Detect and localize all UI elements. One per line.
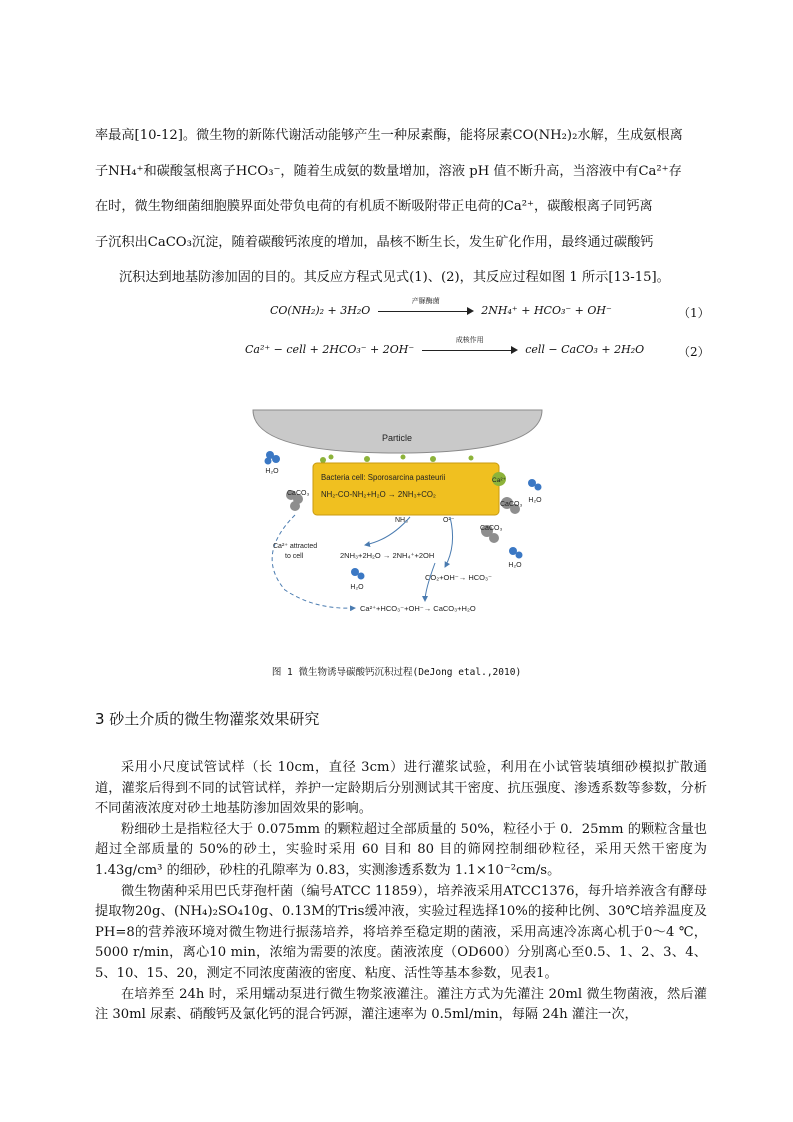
intro-paragraph: [95, 118, 705, 296]
eq1-rhs: 2NH₄⁺ + HCO₃⁻ + OH⁻: [481, 304, 612, 317]
bacteria-cell: [313, 463, 499, 515]
paragraph-test-setup: 采用小尺度试管试样（长 10cm，直径 3cm）进行灌浆试验，利用在小试管装填细砂模拟扩散通道，灌浆后得到不同的试管试样，养护一定龄期后分别测试其干密度、抗压强度、渗透系数等参数，分析不同菌液浓度对砂土地基防渗加固效果的影响。: [95, 760, 707, 817]
urea-hydrolysis-reaction: NH₂-CO-NH₂+H₂O → 2NH₃+CO₂: [321, 490, 436, 499]
nh3-label: NH₃: [395, 517, 408, 524]
water-molecule-icon: [351, 568, 365, 580]
intro-line-1: 率最高[10-12]。微生物的新陈代谢活动能够产生一种尿素酶，能将尿素CO(NH₂)₂水解，生成氨根离: [95, 128, 683, 143]
intro-line-2: 子NH₄⁺和碳酸氢根离子HCO₃⁻，随着生成氨的数量增加，溶液 pH 值不断升高，当溶液中有Ca²⁺存: [95, 163, 682, 179]
intro-line-3: 在时，微生物细菌细胞膜界面处带负电荷的有机质不断吸附带正电荷的Ca²⁺，碳酸根离子同钙离: [95, 199, 653, 214]
mineralization-diagram: [245, 405, 550, 630]
eq2-rhs: cell − CaCO₃ + 2H₂O: [525, 343, 645, 356]
water-molecule-icon: [528, 479, 542, 491]
ammonia-reaction: 2NH₃+2H₂O → 2NH₄⁺+2OH: [340, 551, 435, 560]
water-molecule-icon: [265, 451, 281, 465]
figure-caption: 图 1 微生物诱导碳酸钙沉积过程(DeJong etal.,2010): [271, 667, 522, 678]
precipitation-reaction: Ca²⁺+HCO₃⁻+OH⁻→ CaCO₃+H₂O: [360, 604, 476, 613]
eq1-arrow-label: 产脲酶菌: [411, 297, 440, 305]
eq1-number: （1）: [678, 306, 710, 320]
h2o-left-label: H₂O: [265, 468, 279, 475]
paragraph-grouting: 在培养至 24h 时，采用蠕动泵进行微生物浆液灌注。灌注方式为先灌注 20ml 微生物菌液，然后灌注 30ml 尿素、硝酸钙及氯化钙的混合钙源，灌注速率为 0.5ml/min，每隔 24h 灌注一次，: [95, 986, 707, 1023]
water-molecule-icon: [509, 547, 523, 559]
paragraph-sand: 粉细砂土是指粒径大于 0.075mm 的颗粒超过全部质量的 50%，粒径小于 0．25mm 的颗粒含量也超过全部质量的 50%的砂土，实验时采用 60 目和 80 目的筛网控制细砂粒径，采用天然干密度为 1.43g/cm³ 的细砂，砂柱的孔隙率为 0.83，实测渗透系数为 1.1×10⁻²cm/s。: [95, 821, 707, 878]
intro-line-4: 子沉积出CaCO₃沉淀，随着碳酸钙浓度的增加，晶核不断生长，发生矿化作用，最终通过碳酸钙: [95, 234, 654, 250]
intro-line-5: 沉积达到地基防渗加固的目的。其反应方程式见式(1)、(2)，其反应过程如图 1 所示[13-15]。: [119, 270, 670, 285]
bicarbonate-reaction: CO₂+OH⁻→ HCO₃⁻: [425, 573, 493, 582]
ca-attraction-arrow: [272, 515, 355, 608]
paragraph-bacteria: 微生物菌种采用巴氏芽孢杆菌（编号ATCC 11859），培养液采用ATCC1376，每升培养液含有酵母提取物20g、(NH₄)₂SO₄10g、0.13M的Tris缓冲液，实验过程选择10%的接种比例、30℃培养温度及PH=8的营养液环境对微生物进行振荡培养，将培养至稳定期的菌液，采用高速冷冻离心机于0～4 ℃，5000 r/min，离心10 min，浓缩为需要的浓度。菌液浓度（OD600）分别离心至0.5、1、2、3、4、5、10、15、20，测定不同浓度菌液的密度、粘度、活性等基本参数，见表1。: [95, 883, 707, 981]
particle-shape: [253, 410, 542, 453]
ca-attracted-label: Ca²⁺ attracted: [273, 543, 318, 550]
co2-arrow: [445, 517, 453, 567]
precip-arrow: [425, 563, 435, 601]
o2-label: O²⁻: [443, 517, 455, 524]
attached-particles: [320, 455, 474, 464]
eq2-arrow-label: 成核作用: [455, 336, 484, 344]
h2o-mid-label: H₂O: [350, 584, 364, 591]
h2o-right-label: H₂O: [528, 497, 542, 504]
caco3-left-label: CaCO₃: [287, 490, 310, 497]
ca-right-label: Ca²⁺: [492, 477, 506, 484]
section-heading: 3 砂土介质的微生物灌浆效果研究: [95, 710, 320, 728]
caco3-right-label-1: CaCO₃: [500, 501, 523, 508]
method-text: [95, 758, 707, 1026]
eq2-lhs: Ca²⁺ − cell + 2HCO₃⁻ + 2OH⁻: [245, 343, 415, 356]
bacteria-label: Bacteria cell: Sporosarcina pasteurii: [321, 473, 446, 482]
eq2-arrow: [422, 336, 518, 356]
eq1-arrow: [378, 297, 474, 317]
eq1-lhs: CO(NH₂)₂ + 3H₂O: [270, 304, 371, 317]
to-cell-label: to cell: [285, 553, 304, 560]
eq2-number: （2）: [678, 345, 710, 359]
particle-label: Particle: [381, 433, 413, 443]
h2o-right2-label: H₂O: [508, 562, 522, 569]
caco3-right-label-2: CaCO₃: [480, 525, 503, 532]
